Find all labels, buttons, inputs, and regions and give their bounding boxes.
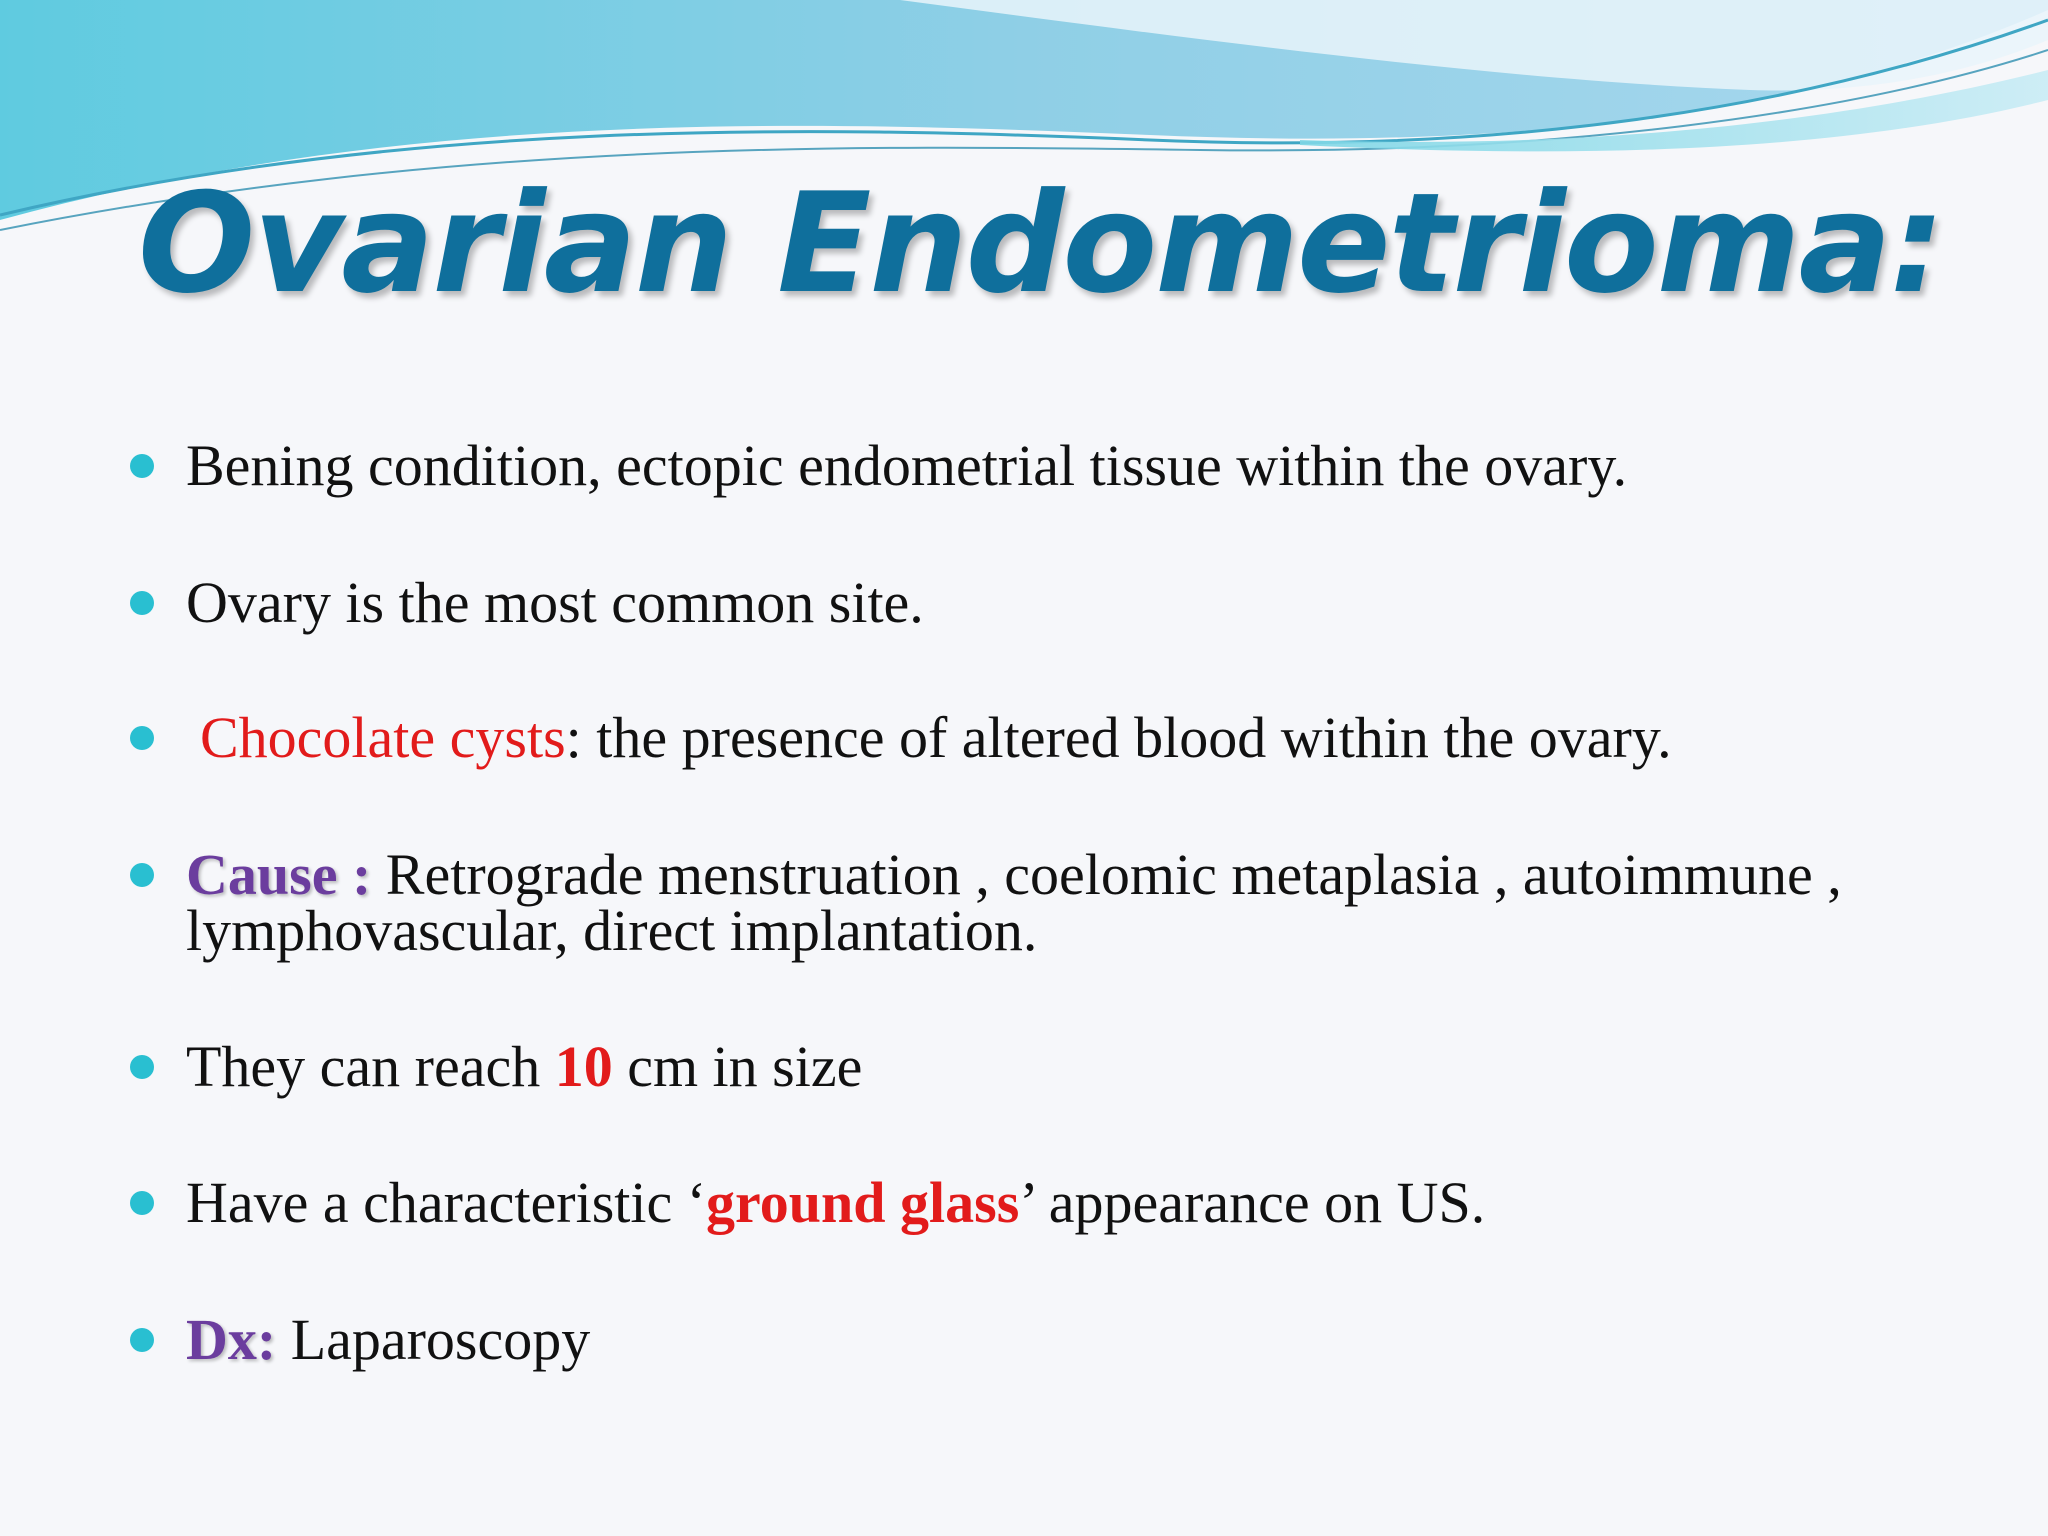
bullet-text: They can reach [186, 1034, 555, 1099]
bullet-item [186, 842, 1926, 963]
ground-glass-term: ground glass [706, 1170, 1020, 1235]
bullet-item [186, 705, 1946, 770]
bullet-dot-icon [130, 1191, 154, 1215]
bullet-dot-icon [130, 591, 154, 615]
bullet-text: : the presence of altered blood within the ovary. [565, 705, 1672, 770]
bullet-text: Retrograde menstruation , coelomic metaplasia , autoimmune , lymphovascular, direct implantation. [186, 842, 1842, 963]
bullet-text: Have a characteristic ‘ [186, 1170, 707, 1235]
bullet-item [186, 1034, 1946, 1099]
bullet-text: ’ appearance on US. [1019, 1170, 1486, 1235]
bullet-dot-icon [130, 863, 154, 887]
bullet-item [186, 433, 1946, 498]
bullet-item [186, 1307, 1946, 1372]
bullet-text: cm in size [612, 1034, 863, 1099]
slide-title: Ovarian Endometrioma: [138, 163, 1943, 324]
cause-label: Cause : [186, 842, 372, 907]
bullet-item [186, 570, 1946, 635]
bullet-text: Ovary is the most common site. [186, 570, 924, 635]
dx-label: Dx: [186, 1307, 277, 1372]
bullet-dot-icon [130, 454, 154, 478]
size-number: 10 [554, 1034, 613, 1099]
bullet-text: Bening condition, ectopic endometrial tissue within the ovary. [186, 433, 1628, 498]
chocolate-cysts-term: Chocolate cysts [200, 705, 566, 770]
bullet-text: Laparoscopy [276, 1307, 591, 1372]
bullet-dot-icon [130, 726, 154, 750]
bullet-dot-icon [130, 1328, 154, 1352]
bullet-dot-icon [130, 1055, 154, 1079]
bullet-item [186, 1170, 1946, 1235]
